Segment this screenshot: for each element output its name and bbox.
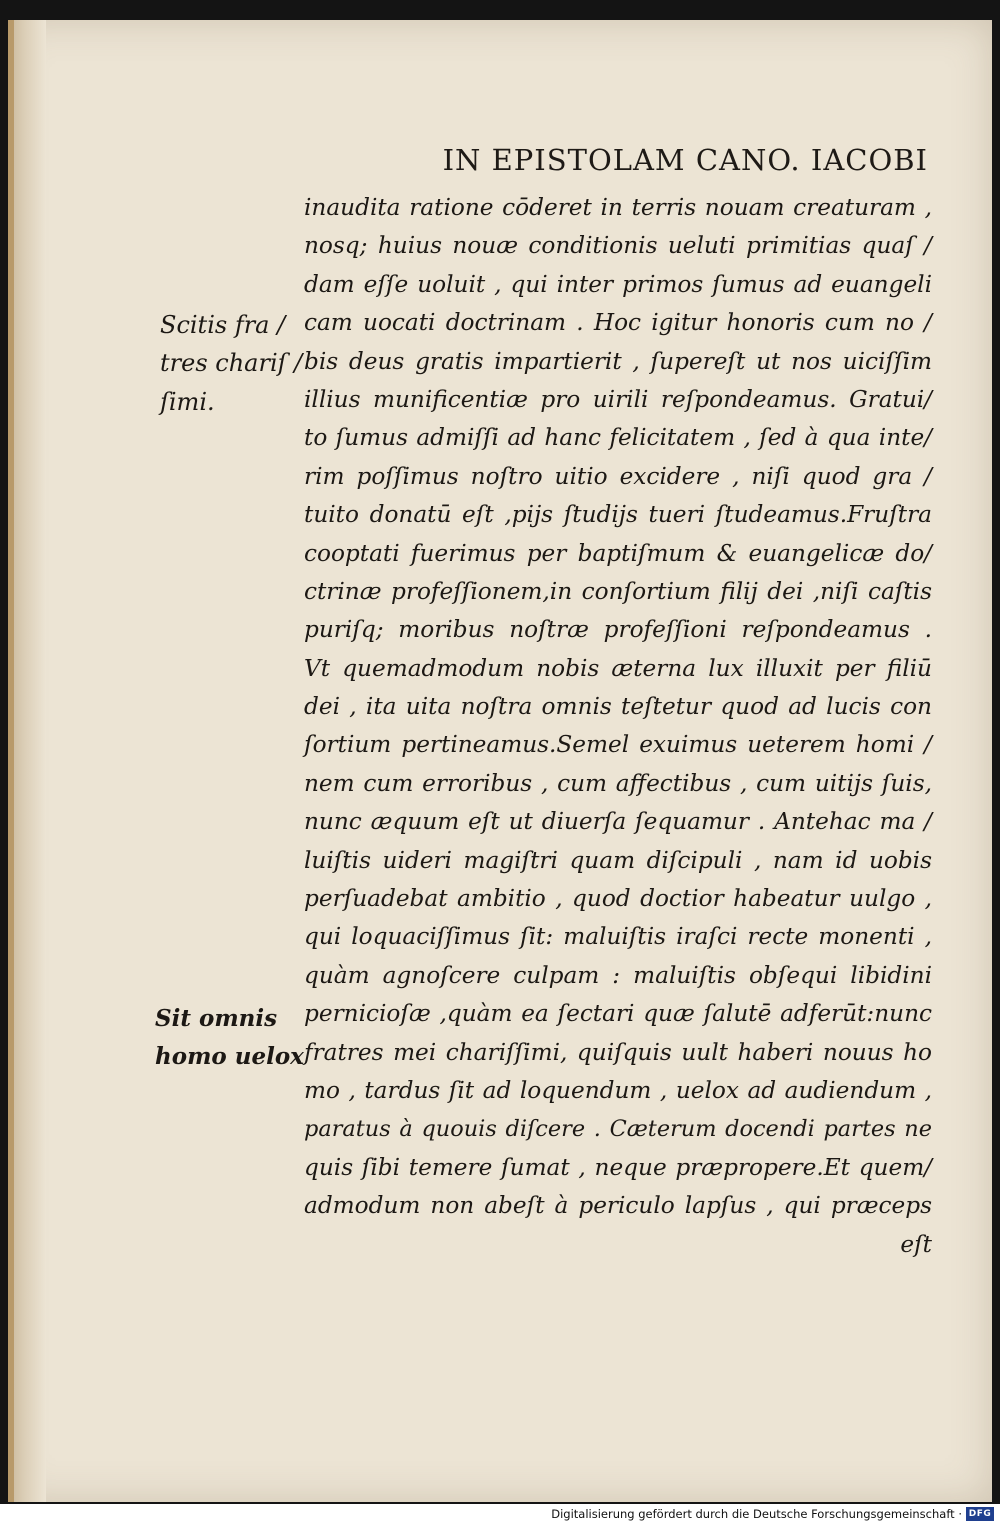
text-line: admodum non abeſt à periculo lapſus , qui præceps [304, 1192, 932, 1220]
text-line: inaudita ratione cōderet in terris nouam creaturam , [304, 194, 932, 221]
text-line: perſuadebat ambitio , quod doctior habeatur uulgo , [304, 885, 932, 913]
text-line: quàm agnoſcere culpam : maluiſtis obſequi libidini [304, 961, 932, 989]
margin-note-scitis [160, 306, 302, 421]
text-line: luiſtis uideri magiſtri quam diſcipuli , nam id uobis [304, 846, 932, 874]
margin-note-line: Sit omnis [155, 1005, 278, 1032]
text-line: cam uocati doctrinam . Hoc igitur honoris cum no / [304, 309, 932, 337]
body-text [304, 189, 932, 1264]
footer-bar [0, 1504, 1000, 1524]
text-line: dei , ita uita noſtra omnis teſtetur quod ad lucis con [304, 693, 932, 721]
text-line: mo , tardus ſit ad loquendum , uelox ad audiendum , [304, 1076, 932, 1104]
text-line: ſortium pertineamus.Semel exuimus ueterem homi / [304, 731, 932, 759]
text-line: cooptati fuerimus per baptiſmum & euangelicæ do/ [304, 539, 932, 567]
text-line: qui loquaciſſimus ſit: maluiſtis iraſci recte monenti , [304, 923, 932, 951]
margin-note-line: homo uelox [155, 1043, 304, 1071]
page-edge [8, 20, 14, 1502]
dfg-logo-icon: DFG [966, 1507, 994, 1521]
text-line: tuito donatū eſt ,pijs ſtudijs tueri ſtudeamus.Fruſtra [304, 501, 932, 529]
footer-credit: Digitalisierung gefördert durch die Deutsche Forschungsgemeinschaft · [551, 1507, 962, 1521]
text-line: quis ſibi temere ſumat , neque præpropere.Et quem/ [304, 1153, 932, 1181]
text-line: paratus à quouis diſcere . Cæterum docendi partes ne [304, 1116, 932, 1143]
text-line: dam eſſe uoluit , qui inter primos ſumus ad euangeli [304, 270, 932, 298]
text-line: Vt quemadmodum nobis æterna lux illuxit per filiū [304, 654, 932, 682]
text-line: illius munificentiæ pro uirili reſpondeamus. Gratui/ [304, 385, 932, 413]
margin-note-line: tres chariſ / [160, 349, 303, 378]
text-line: ctrinæ profeſſionem,in conſortium filij dei ,niſi caſtis [304, 577, 932, 605]
text-line: fratres mei chariſſimi, quiſquis uult haberi nouus ho [304, 1038, 932, 1066]
text-line: rim poſſimus noſtro uitio excidere , niſi quod gra / [304, 462, 932, 490]
running-head: IN EPISTOLAM CANO. IACOBI [442, 143, 928, 177]
text-line: nosq; huius nouæ conditionis ueluti primitias quaſ / [304, 232, 932, 260]
margin-note-sit-omnis [155, 1000, 304, 1077]
text-line: nunc æquum eſt ut diuerſa ſequamur . Antehac ma / [304, 808, 932, 836]
text-line: nem cum erroribus , cum affectibus , cum uitijs ſuis, [304, 769, 932, 797]
text-line: to ſumus admiſſi ad hanc felicitatem , ſed à qua inte/ [304, 424, 932, 452]
margin-note-line: ſimi. [160, 387, 215, 416]
text-line: pernicioſæ ,quàm ea ſectari quæ ſalutē adferūt:nunc [304, 1000, 932, 1028]
text-line: puriſq; moribus noſtræ profeſſioni reſpondeamus . [304, 616, 932, 644]
catchword: eſt [900, 1230, 932, 1258]
page-gutter [8, 20, 46, 1502]
text-line: bis deus gratis impartierit , ſupereſt ut nos uiciſſim [304, 347, 932, 375]
margin-note-line: Scitis fra / [160, 311, 286, 339]
